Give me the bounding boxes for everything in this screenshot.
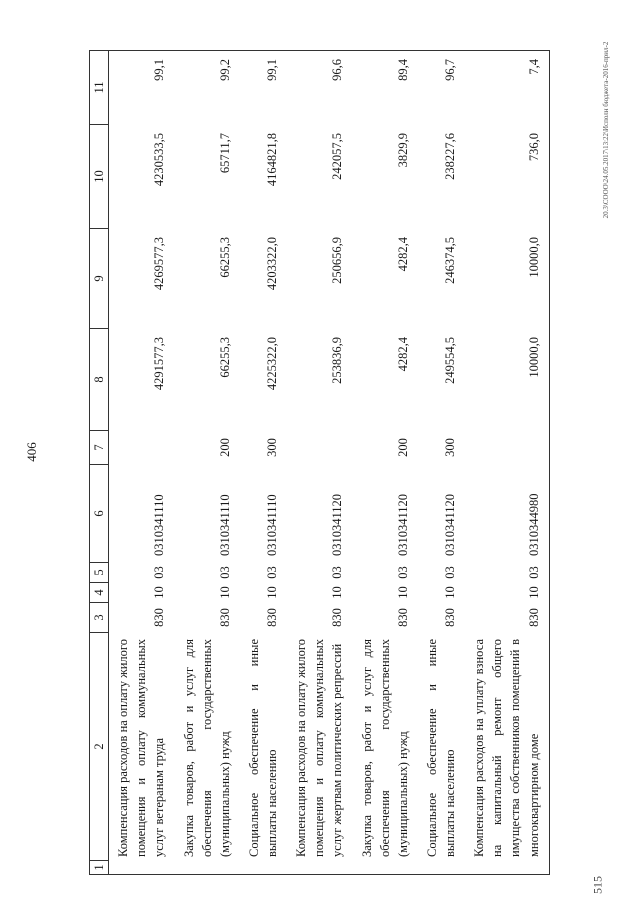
amount-col9: 4203322,0 bbox=[265, 237, 279, 291]
footer-file-path: 20.3\COOO\24.05.2017\13:22\Исполн бюджета-2016-прил-2 bbox=[602, 41, 610, 219]
expense-group-code: 200 bbox=[217, 438, 232, 457]
table-row bbox=[465, 51, 549, 875]
page-number: 406 bbox=[24, 442, 39, 462]
percent-col11: 99,1 bbox=[109, 51, 175, 125]
ministry-code: 830 bbox=[465, 603, 549, 633]
section-code: 10 bbox=[330, 586, 345, 599]
row-blank-cell bbox=[175, 861, 240, 875]
amount-col8: 249554,5 bbox=[443, 337, 457, 384]
percent-col11: 96,6 bbox=[287, 51, 352, 125]
subsection-code: 03 bbox=[395, 566, 410, 579]
table-row bbox=[175, 51, 240, 875]
row-blank-cell bbox=[287, 861, 352, 875]
col-header: 8 bbox=[90, 329, 109, 431]
section-code: 10 bbox=[395, 586, 410, 599]
subsection-code: 03 bbox=[443, 566, 457, 579]
amount-col10: 3829,9 bbox=[395, 133, 410, 168]
amount-col9: 246374,5 bbox=[443, 237, 457, 284]
section-code: 10 bbox=[443, 586, 457, 599]
expense-name: Социальное обеспечение и иные выплаты населению bbox=[246, 639, 279, 857]
amount-col8: 4282,4 bbox=[395, 337, 410, 372]
table-row bbox=[240, 51, 287, 875]
percent-col11: 96,7 bbox=[418, 51, 465, 125]
target-article-code: 0310341110 bbox=[217, 494, 232, 556]
budget-table-rotated bbox=[89, 51, 549, 875]
target-article-code: 0310341120 bbox=[330, 493, 345, 556]
amount-col8: 253836,9 bbox=[330, 337, 345, 384]
expense-name: Компенсация расходов на оплату жилого помещения и оплату коммунальных услуг жертвам политических репрессий bbox=[294, 639, 345, 857]
amount-col10: 4230533,5 bbox=[152, 133, 167, 187]
col-header: 5 bbox=[90, 563, 109, 583]
ministry-code: 830 bbox=[395, 608, 410, 627]
table-row bbox=[109, 51, 175, 875]
col-header: 10 bbox=[90, 125, 109, 229]
target-article-code: 0310341120 bbox=[395, 493, 410, 556]
row-blank-cell bbox=[353, 861, 418, 875]
budget-table bbox=[89, 50, 550, 875]
ministry-code: 830 bbox=[443, 608, 457, 627]
amount-col10: 4164821,8 bbox=[265, 133, 279, 187]
col-header: 6 bbox=[90, 465, 109, 563]
target-article-code: 0310344980 bbox=[465, 465, 549, 563]
header-row bbox=[90, 51, 109, 875]
ministry-code: 830 bbox=[152, 608, 167, 627]
expense-name: Закупка товаров, работ и услуг для обеспечения государственных (муниципальных) нужд bbox=[181, 639, 232, 857]
row-blank-cell bbox=[109, 861, 175, 875]
amount-col9: 10000,0 bbox=[465, 229, 549, 329]
amount-col10: 736,0 bbox=[465, 125, 549, 229]
section-code: 10 bbox=[217, 586, 232, 599]
expense-group-code: 300 bbox=[443, 438, 457, 457]
expense-name: Компенсация расходов на оплату жилого помещения и оплату коммунальных услуг ветеранам труда bbox=[116, 639, 167, 857]
col-header: 1 bbox=[90, 861, 109, 875]
expense-group-code: 200 bbox=[395, 438, 410, 457]
ministry-code: 830 bbox=[265, 608, 279, 627]
subsection-code: 03 bbox=[217, 566, 232, 579]
amount-col9: 4282,4 bbox=[395, 237, 410, 272]
subsection-code: 03 bbox=[265, 566, 279, 579]
ministry-code: 830 bbox=[330, 608, 345, 627]
table-row bbox=[353, 51, 418, 875]
amount-col8: 4291577,3 bbox=[152, 337, 167, 391]
subsection-code: 03 bbox=[152, 566, 167, 579]
percent-col11: 99,2 bbox=[175, 51, 240, 125]
percent-col11: 89,4 bbox=[353, 51, 418, 125]
amount-col8: 10000,0 bbox=[465, 329, 549, 431]
expense-group-code bbox=[465, 431, 549, 465]
row-blank-cell bbox=[240, 861, 287, 875]
col-header: 4 bbox=[90, 583, 109, 603]
amount-col10: 242057,5 bbox=[330, 133, 345, 180]
expense-group-code bbox=[287, 431, 352, 465]
subsection-code: 03 bbox=[465, 563, 549, 583]
table-row bbox=[418, 51, 465, 875]
target-article-code: 0310341110 bbox=[265, 494, 279, 556]
expense-name: Компенсация расходов на уплату взноса на капитальный ремонт общего имущества собственников помещений в многоквартирном доме bbox=[465, 633, 549, 861]
amount-col10: 238227,6 bbox=[443, 133, 457, 180]
percent-col11: 99,1 bbox=[240, 51, 287, 125]
expense-name: Закупка товаров, работ и услуг для обеспечения государственных (муниципальных) нужд bbox=[359, 639, 410, 857]
col-header: 3 bbox=[90, 603, 109, 633]
expense-group-code bbox=[109, 431, 175, 465]
row-blank-cell bbox=[465, 861, 549, 875]
section-code: 10 bbox=[265, 586, 279, 599]
target-article-code: 0310341110 bbox=[152, 494, 167, 556]
amount-col8: 66255,3 bbox=[217, 337, 232, 378]
amount-col9: 66255,3 bbox=[217, 237, 232, 278]
col-header: 11 bbox=[90, 51, 109, 125]
row-blank-cell bbox=[418, 861, 465, 875]
col-header: 7 bbox=[90, 431, 109, 465]
amount-col8: 4225322,0 bbox=[265, 337, 279, 391]
section-code: 10 bbox=[465, 583, 549, 603]
section-code: 10 bbox=[152, 586, 167, 599]
ministry-code: 830 bbox=[217, 608, 232, 627]
target-article-code: 0310341120 bbox=[443, 493, 457, 556]
expense-group-code: 300 bbox=[265, 438, 279, 457]
percent-col11: 7,4 bbox=[465, 51, 549, 125]
corner-sheet-number: 515 bbox=[590, 876, 605, 894]
expense-name: Социальное обеспечение и иные выплаты населению bbox=[424, 639, 457, 857]
amount-col10: 65711,7 bbox=[217, 133, 232, 174]
table-row bbox=[287, 51, 352, 875]
col-header: 2 bbox=[90, 633, 109, 861]
amount-col9: 250656,9 bbox=[330, 237, 345, 284]
subsection-code: 03 bbox=[330, 566, 345, 579]
amount-col9: 4269577,3 bbox=[152, 237, 167, 291]
col-header: 9 bbox=[90, 229, 109, 329]
